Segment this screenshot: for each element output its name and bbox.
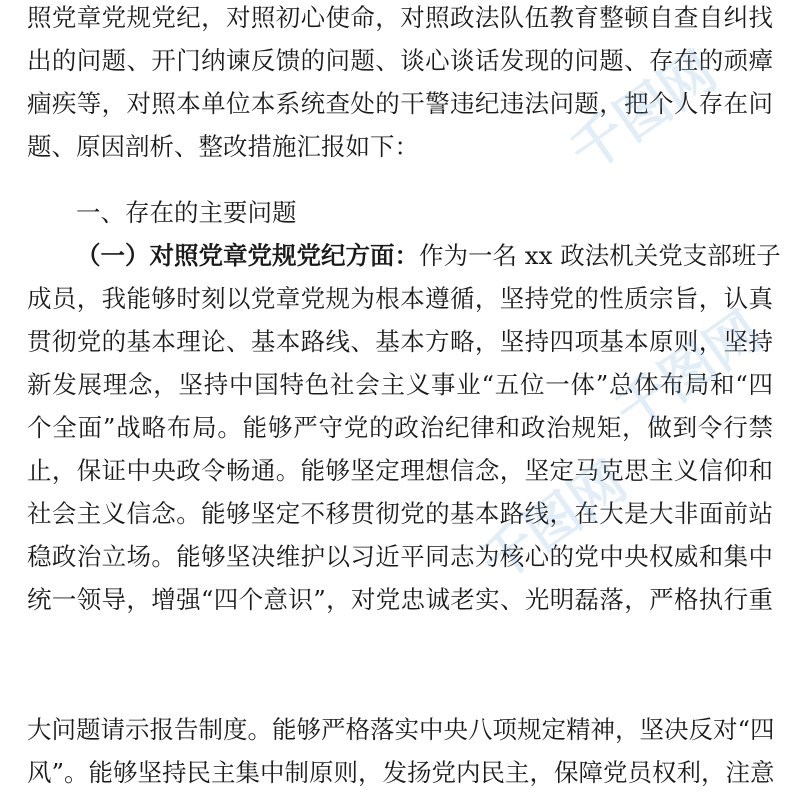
watermark-text: 千图网	[558, 39, 728, 185]
line-text: 贯彻党的基本理论、基本路线、基本方略，坚持四项基本原则，坚持	[27, 327, 773, 356]
line-text: 照党章党规党纪，对照初心使命，对照政法队伍教育整顿自查自纠找	[27, 3, 773, 32]
paragraph-line	[0, 535, 800, 579]
paragraph-line	[0, 751, 800, 795]
section-heading	[0, 191, 800, 235]
line-text: 稳政治立场。能够坚决维护以习近平同志为核心的党中央权威和集中	[27, 542, 773, 571]
paragraph-line	[0, 449, 800, 493]
line-text: 成员，我能够时刻以党章党规为根本遵循，坚持党的性质宗旨，认真	[27, 284, 773, 313]
line-text: 题、原因剖析、整改措施汇报如下：	[27, 132, 419, 161]
paragraph-line	[0, 363, 800, 407]
paragraph-line	[0, 39, 800, 83]
line-text: 新发展理念，坚持中国特色社会主义事业“五位一体”总体布局和“四	[27, 370, 773, 399]
paragraph-line	[0, 492, 800, 536]
paragraph-line	[0, 578, 800, 622]
line-text: 大问题请示报告制度。能够严格落实中央八项规定精神，坚决反对“四	[27, 715, 775, 744]
section-heading-text: 一、存在的主要问题	[76, 198, 297, 227]
line-text: 出的问题、开门纳谏反馈的问题、谈心谈话发现的问题、存在的顽瘴	[27, 46, 773, 75]
line-text: 统一领导，增强“四个意识”，对党忠诚老实、光明磊落，严格执行重	[27, 585, 773, 614]
paragraph-line	[0, 0, 800, 40]
watermark-text: 千图网	[468, 449, 638, 595]
subsection-title: （一）对照党章党规党纪方面：	[76, 241, 419, 270]
line-text: 个全面”战略布局。能够严守党的政治纪律和政治规矩，做到令行禁	[27, 413, 773, 442]
paragraph-line	[0, 406, 800, 450]
paragraph-line	[0, 708, 800, 752]
line-text: 痼疾等，对照本单位本系统查处的干警违纪违法问题，把个人存在问	[27, 89, 773, 118]
paragraph-line	[0, 320, 800, 364]
subsection-text: 作为一名 xx 政法机关党支部班子	[419, 241, 781, 270]
paragraph-line	[0, 125, 800, 169]
line-text: 止，保证中央政令畅通。能够坚定理想信念，坚定马克思主义信仰和	[27, 456, 773, 485]
line-text: 社会主义信念。能够坚定不移贯彻党的基本路线，在大是大非面前站	[27, 499, 773, 528]
paragraph-line	[0, 277, 800, 321]
line-text: 风”。能够坚持民主集中制原则，发扬党内民主，保障党员权利，注意	[27, 758, 775, 787]
subsection-line-text	[76, 234, 781, 278]
paragraph-line	[0, 82, 800, 126]
subsection-first-line	[0, 234, 800, 278]
watermark-text: 千图网	[603, 299, 773, 445]
